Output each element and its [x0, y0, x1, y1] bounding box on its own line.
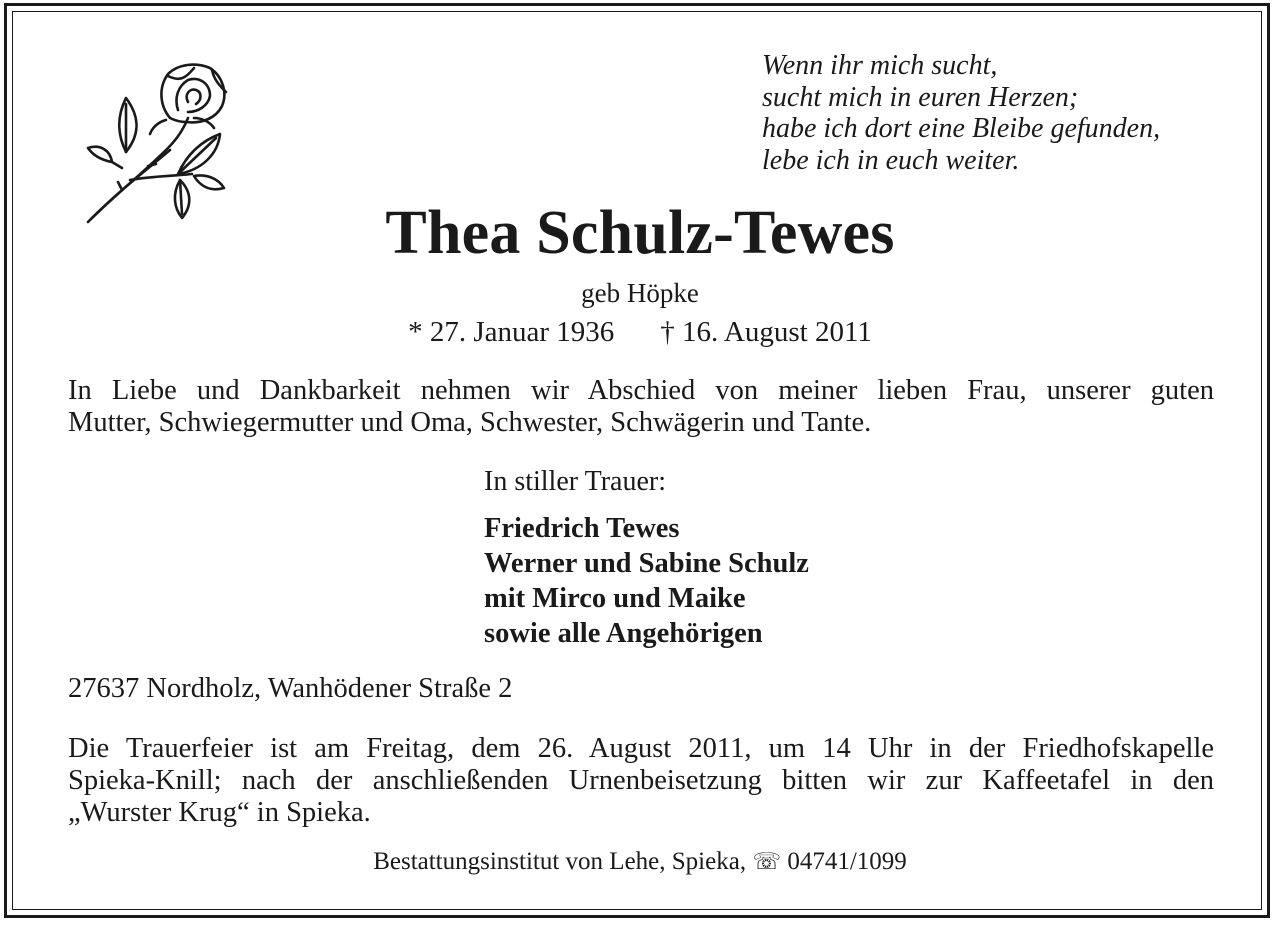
quote-line: sucht mich in euren Herzen;	[762, 81, 1079, 113]
memorial-quote	[762, 50, 1160, 176]
ceremony-text	[68, 733, 1214, 829]
ceremony-line: „Wurster Krug“ in Spieka.	[68, 797, 371, 828]
mourner-name: sowie alle Angehörigen	[484, 618, 763, 649]
ceremony-line: Die Trauerfeier ist am Freitag, dem 26. August 2011, um 14 Uhr in der Friedhofskapelle	[68, 733, 1214, 764]
farewell-line: In Liebe und Dankbarkeit nehmen wir Abschied von meiner lieben Frau, unserer guten	[68, 375, 1214, 406]
mourners-list	[484, 511, 809, 651]
maiden-name: geb Höpke	[581, 278, 699, 308]
mourner-name: Werner und Sabine Schulz	[484, 548, 809, 579]
quote-line: Wenn ihr mich sucht,	[762, 50, 998, 81]
mourner-name: Friedrich Tewes	[484, 513, 680, 544]
farewell-text	[68, 375, 1214, 439]
farewell-line: Mutter, Schwiegermutter und Oma, Schwester, Schwägerin und Tante.	[68, 407, 872, 438]
quote-line: habe ich dort eine Bleibe gefunden,	[762, 113, 1161, 144]
birth-date: * 27. Januar 1936	[408, 316, 615, 348]
funeral-home-name: Bestattungsinstitut von Lehe, Spieka,	[373, 848, 747, 875]
mourning-label: In stiller Trauer:	[484, 466, 666, 497]
deceased-name: Thea Schulz-Tewes	[385, 199, 895, 267]
ceremony-line: Spieka-Knill; nach der anschließenden Urnenbeisetzung bitten wir zur Kaffeetafel in den	[68, 765, 1214, 796]
address: 27637 Nordholz, Wanhödener Straße 2	[68, 673, 513, 704]
telephone-icon: ☏	[752, 849, 782, 874]
mourner-name: mit Mirco und Maike	[484, 583, 746, 614]
life-dates	[0, 315, 1280, 349]
phone-number: 04741/1099	[787, 848, 907, 875]
funeral-home-footer	[0, 846, 1280, 878]
death-date: † 16. August 2011	[660, 316, 872, 348]
quote-line: lebe ich in euch weiter.	[762, 144, 1020, 176]
